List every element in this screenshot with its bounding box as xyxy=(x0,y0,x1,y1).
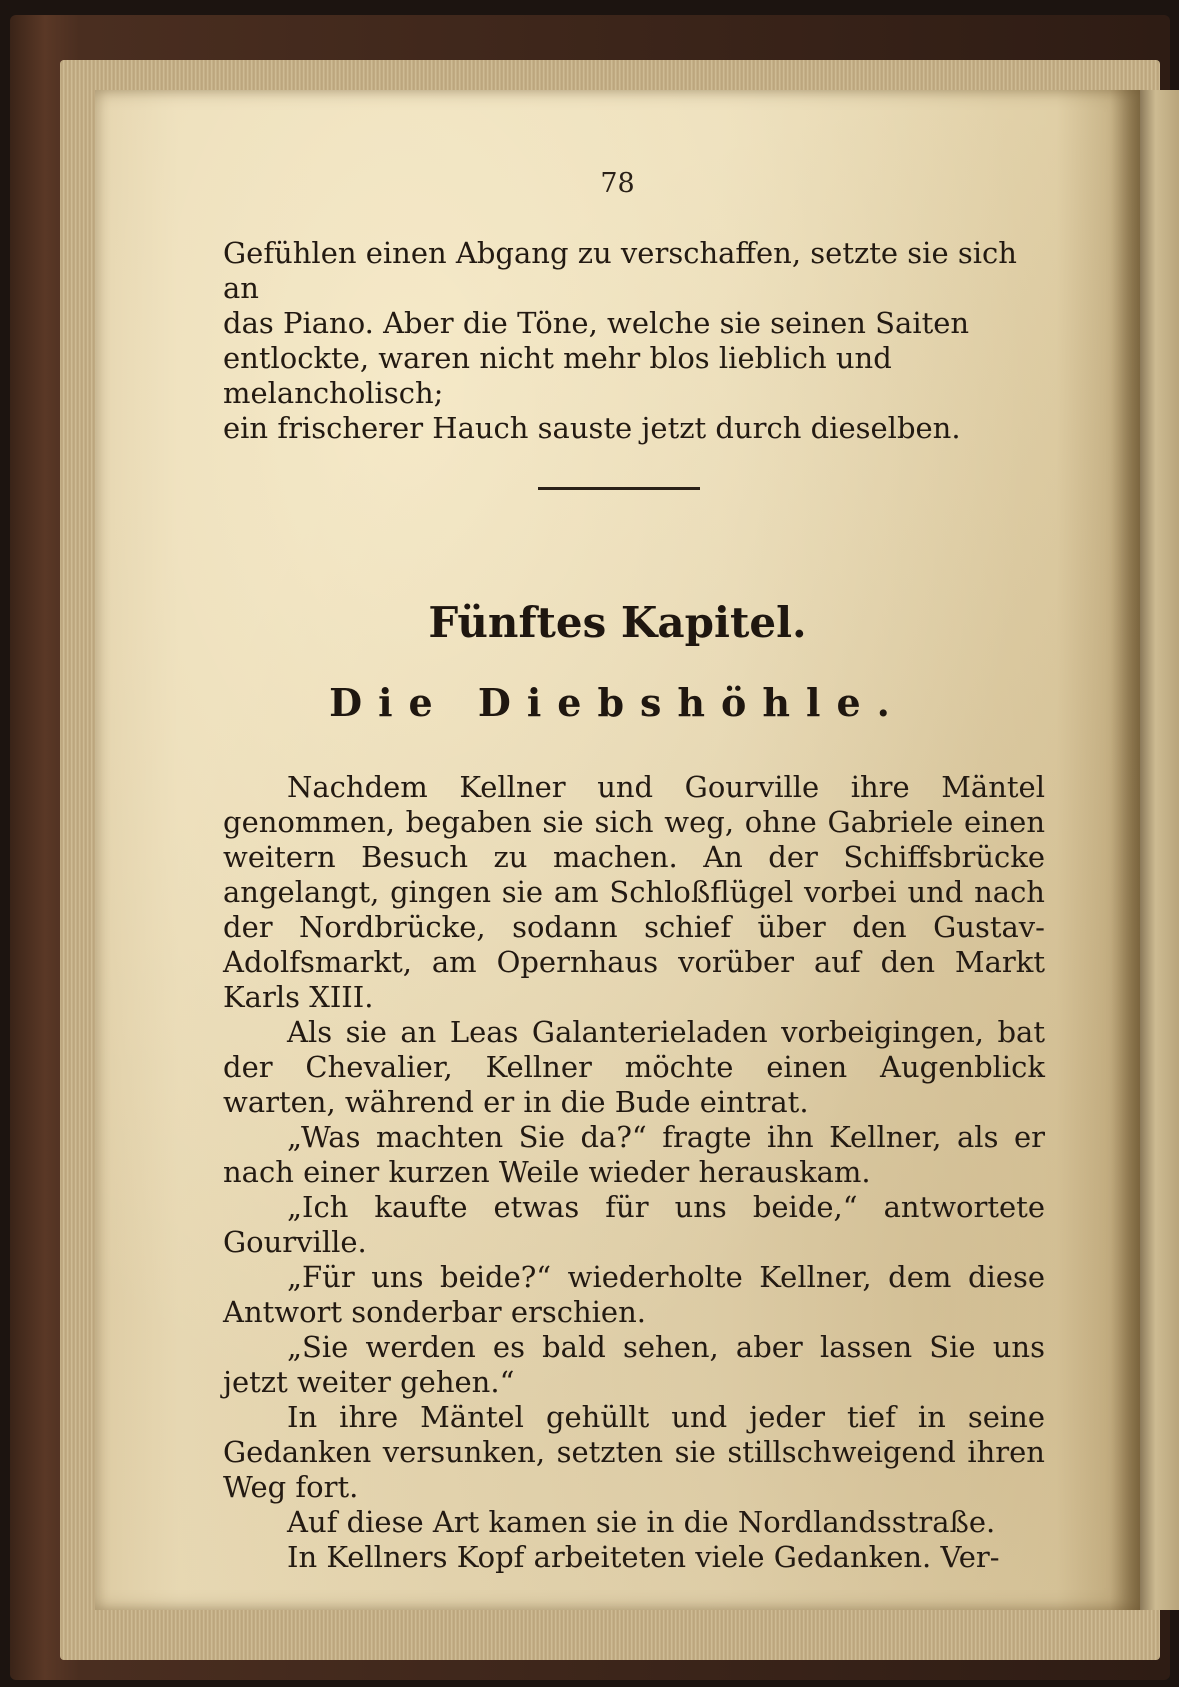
intro-line: entlockte, waren nicht mehr blos lieblich und melancholisch; xyxy=(223,341,892,410)
facing-page-edge xyxy=(1140,90,1179,1610)
intro-line: das Piano. Aber die Töne, welche sie seinen Saiten xyxy=(223,306,970,340)
chapter-subtitle: Die Diebshöhle. xyxy=(329,680,906,725)
gutter-shadow xyxy=(1110,90,1140,1610)
paragraph: Als sie an Leas Galanterieladen vorbeigingen, bat der Chevalier, Kellner möchte einen Augenblick warten, während er in die Bude eintrat. xyxy=(223,1015,1045,1119)
paragraph: Nachdem Kellner und Gourville ihre Mäntel genommen, begaben sie sich weg, ohne Gabriele einen weitern Besuch zu machen. An der Schiffsbrücke angelangt, gingen sie am Schloßflügel vorbei und nach der Nordbrücke, sodann schief über den Gustav-Adolfsmarkt, am Opernhaus vorüber auf den Markt Karls XIII. xyxy=(223,770,1045,1014)
paragraph: In Kellners Kopf arbeiteten viele Gedanken. Ver- xyxy=(287,1540,1000,1574)
paragraph: In ihre Mäntel gehüllt und jeder tief in seine Gedanken versunken, setzten sie stillschweigend ihren Weg fort. xyxy=(223,1400,1045,1504)
book-page xyxy=(95,90,1140,1610)
intro-line: Gefühlen einen Abgang zu verschaffen, setzte sie sich an xyxy=(223,236,1017,305)
chapter-title: Fünftes Kapitel. xyxy=(428,598,807,647)
paragraph: „Was machten Sie da?“ fragte ihn Kellner, als er nach einer kurzen Weile wieder herauskam. xyxy=(223,1120,1045,1189)
paragraph: Auf diese Art kamen sie in die Nordlandsstraße. xyxy=(287,1505,996,1539)
intro-line: ein frischerer Hauch sauste jetzt durch dieselben. xyxy=(223,411,961,445)
paragraph: „Ich kaufte etwas für uns beide,“ antwortete Gourville. xyxy=(223,1190,1045,1259)
section-divider xyxy=(538,487,700,490)
chapter-body xyxy=(223,770,1045,1575)
page-number: 78 xyxy=(600,168,635,199)
paragraph: „Für uns beide?“ wiederholte Kellner, dem diese Antwort sonderbar erschien. xyxy=(223,1260,1045,1329)
paragraph: „Sie werden es bald sehen, aber lassen Sie uns jetzt weiter gehen.“ xyxy=(223,1330,1045,1399)
intro-text xyxy=(223,236,1045,446)
